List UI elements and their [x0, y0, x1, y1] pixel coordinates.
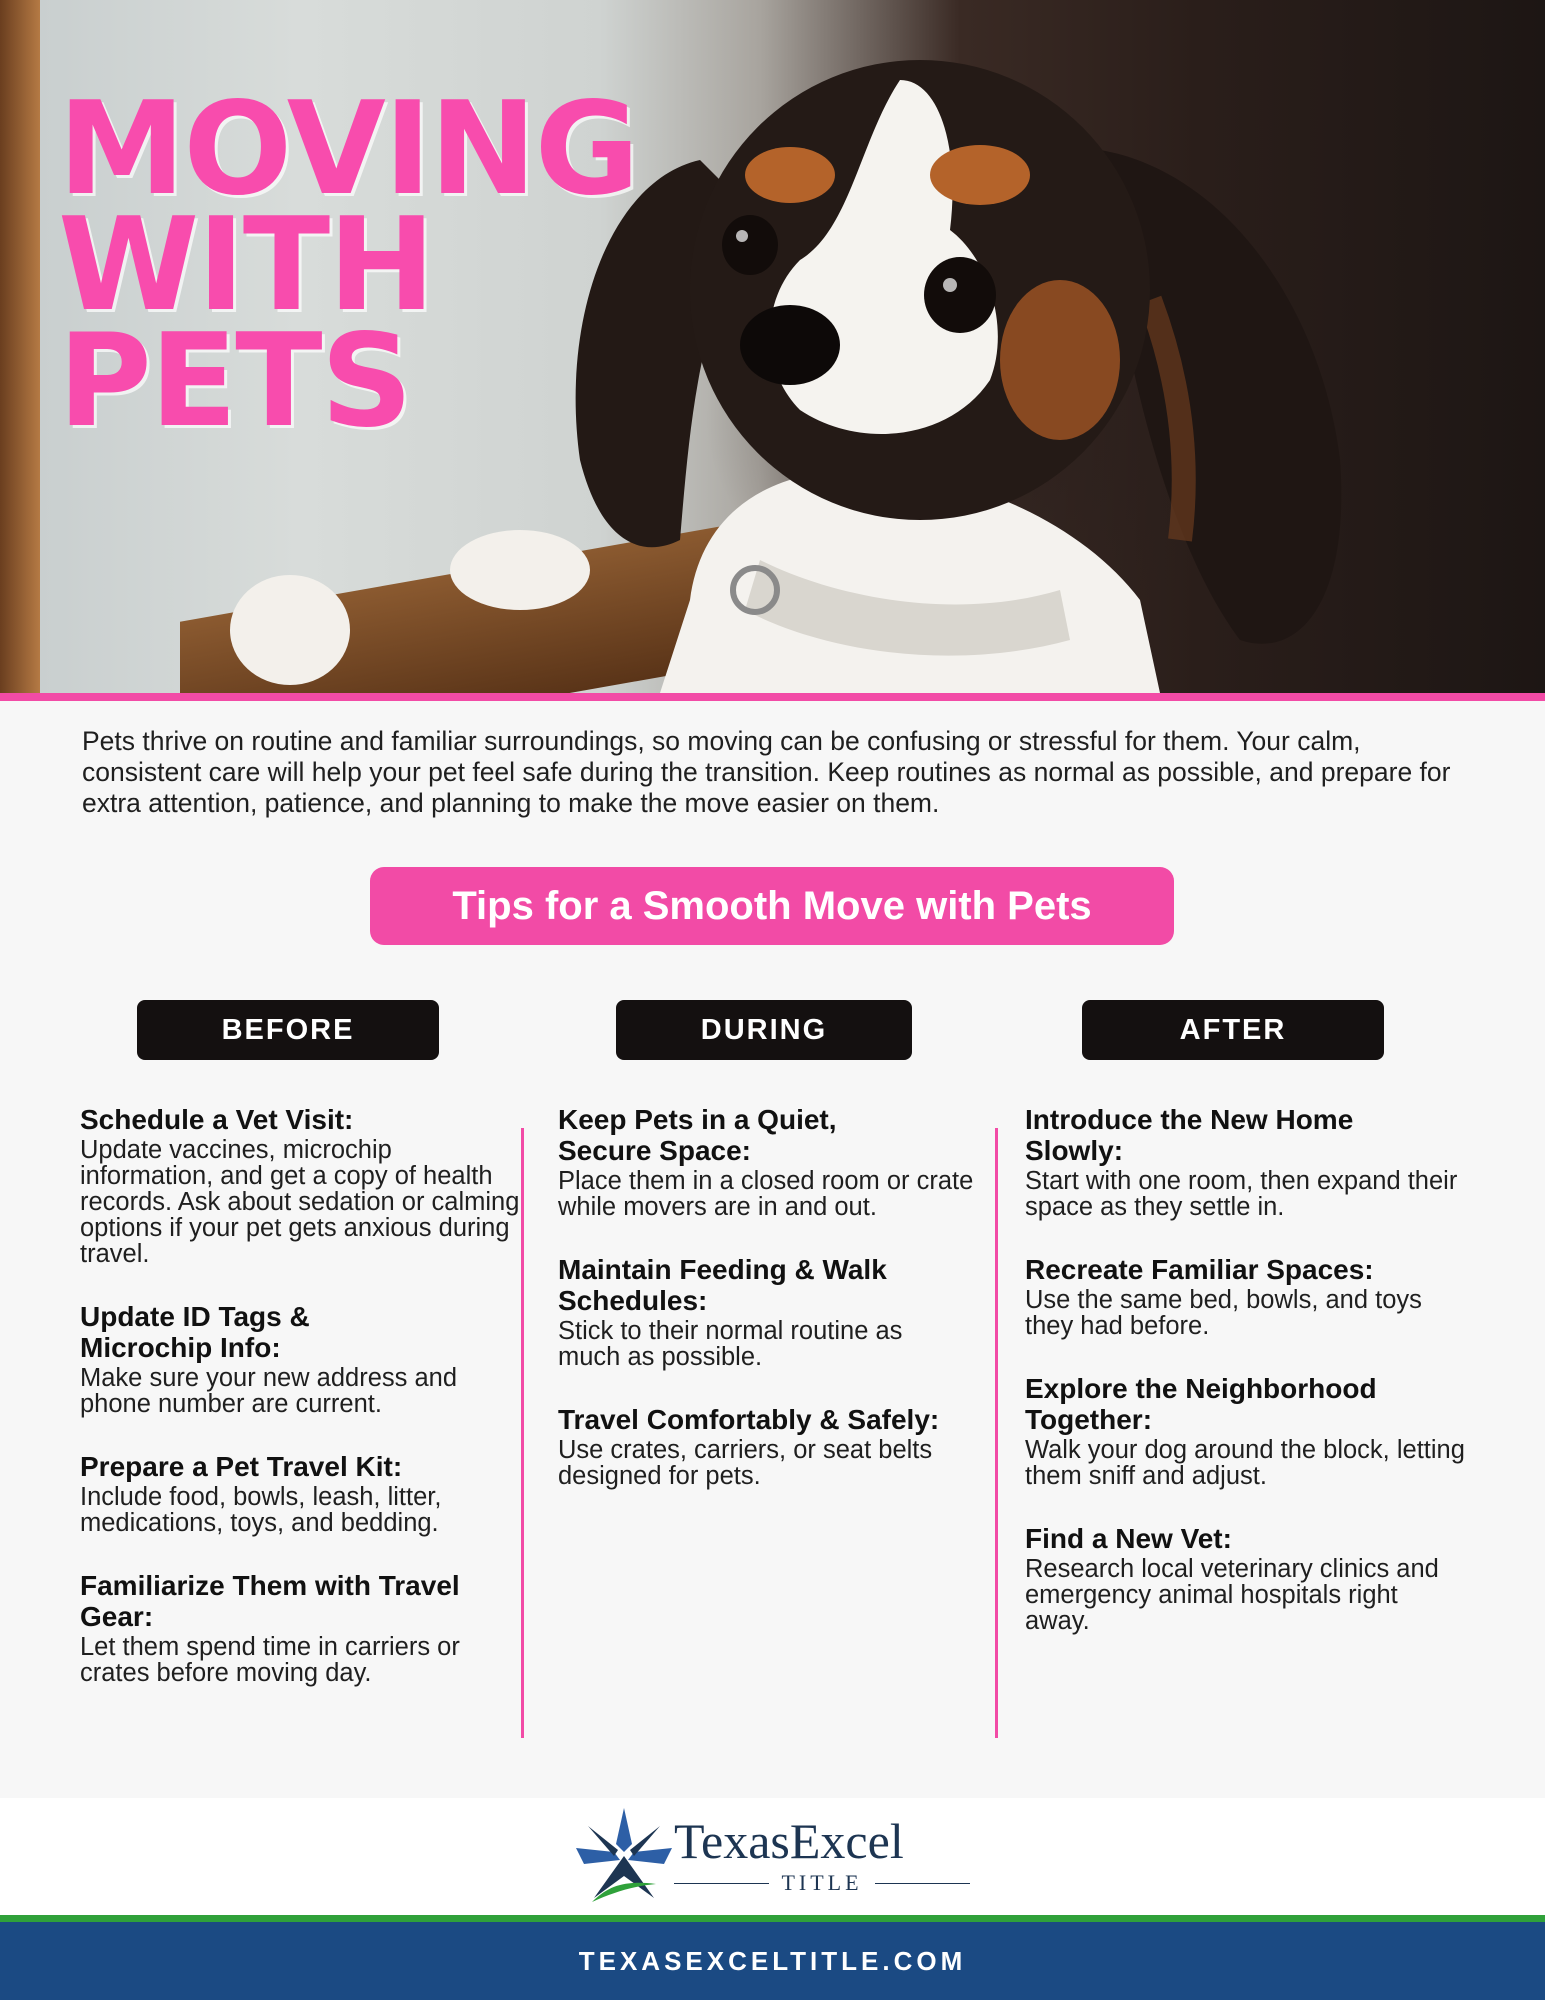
hero-divider [0, 693, 1545, 701]
website-link[interactable]: TEXASEXCELTITLE.COM [578, 1945, 967, 1976]
tip-title: Schedule a Vet Visit: [80, 1104, 354, 1135]
footer-stripe [0, 1915, 1545, 1922]
during-column [558, 1104, 978, 1523]
tip-item [1025, 1523, 1465, 1634]
tip-body: Use crates, carriers, or seat belts designed for pets. [558, 1436, 933, 1490]
tip-title: Introduce the New Home Slowly: [1025, 1104, 1354, 1166]
tip-body: Make sure your new address and phone number are current. [80, 1364, 458, 1418]
star-logo-icon [574, 1806, 674, 1906]
intro-paragraph: Pets thrive on routine and familiar surroundings, so moving can be confusing or stressful for them. Your calm, consistent care will help your pet feel safe during the transition. Keep routines as normal as possible, and prepare for extra attention, patience, and planning to make the move easier on them. [82, 726, 1451, 818]
before-heading: BEFORE [137, 1000, 439, 1060]
title-line-1: MOVING [58, 75, 638, 224]
during-heading: DURING [616, 1000, 912, 1060]
tip-item [80, 1451, 520, 1536]
tip-title: Prepare a Pet Travel Kit: [80, 1451, 403, 1482]
tip-body: Research local veterinary clinics and emergency animal hospitals right away. [1025, 1555, 1439, 1635]
tip-item [1025, 1373, 1465, 1489]
logo-subtitle-text: TITLE [781, 1870, 863, 1895]
tip-item [1025, 1104, 1465, 1220]
tip-title: Update ID Tags & Microchip Info: [80, 1301, 310, 1363]
footer-bar [0, 1922, 1545, 2000]
tip-title: Travel Comfortably & Safely: [558, 1404, 940, 1435]
tip-body: Use the same bed, bowls, and toys they had before. [1025, 1286, 1422, 1340]
tip-item [80, 1301, 520, 1417]
tip-title: Explore the Neighborhood Together: [1025, 1373, 1377, 1435]
after-column [1025, 1104, 1465, 1668]
column-divider [521, 1128, 524, 1738]
logo-wordmark: TexasExcel [674, 1813, 904, 1869]
tip-title: Maintain Feeding & Walk Schedules: [558, 1254, 887, 1316]
tips-banner: Tips for a Smooth Move with Pets [370, 867, 1174, 945]
tip-body: Let them spend time in carriers or crates before moving day. [80, 1633, 460, 1687]
tip-item [80, 1104, 520, 1267]
tip-body: Stick to their normal routine as much as possible. [558, 1317, 903, 1371]
tip-body: Include food, bowls, leash, litter, medications, toys, and bedding. [80, 1483, 442, 1537]
tip-body: Update vaccines, microchip information, and get a copy of health records. Ask about sedation or calming options if your pet gets anxious during travel. [80, 1136, 520, 1268]
title-line-2: WITH [58, 191, 434, 340]
tip-title: Find a New Vet: [1025, 1523, 1232, 1554]
tip-body: Walk your dog around the block, letting them sniff and adjust. [1025, 1436, 1465, 1490]
logo-subtitle [674, 1870, 970, 1896]
before-column [80, 1104, 520, 1720]
logo-rule-left [674, 1883, 769, 1884]
hero-photo [0, 0, 1545, 693]
tip-item [558, 1254, 978, 1370]
tip-body: Start with one room, then expand their space as they settle in. [1025, 1167, 1458, 1221]
tip-item [558, 1404, 978, 1489]
tip-title: Recreate Familiar Spaces: [1025, 1254, 1374, 1285]
page-title [58, 75, 638, 456]
after-heading: AFTER [1082, 1000, 1384, 1060]
title-line-3: PETS [58, 307, 411, 456]
logo-rule-right [875, 1883, 970, 1884]
tip-item [1025, 1254, 1465, 1339]
column-divider [995, 1128, 998, 1738]
tip-title: Familiarize Them with Travel Gear: [80, 1570, 460, 1632]
company-logo [574, 1806, 974, 1906]
tip-title: Keep Pets in a Quiet, Secure Space: [558, 1104, 837, 1166]
tip-item [80, 1570, 520, 1686]
tip-item [558, 1104, 978, 1220]
tip-body: Place them in a closed room or crate while movers are in and out. [558, 1167, 974, 1221]
